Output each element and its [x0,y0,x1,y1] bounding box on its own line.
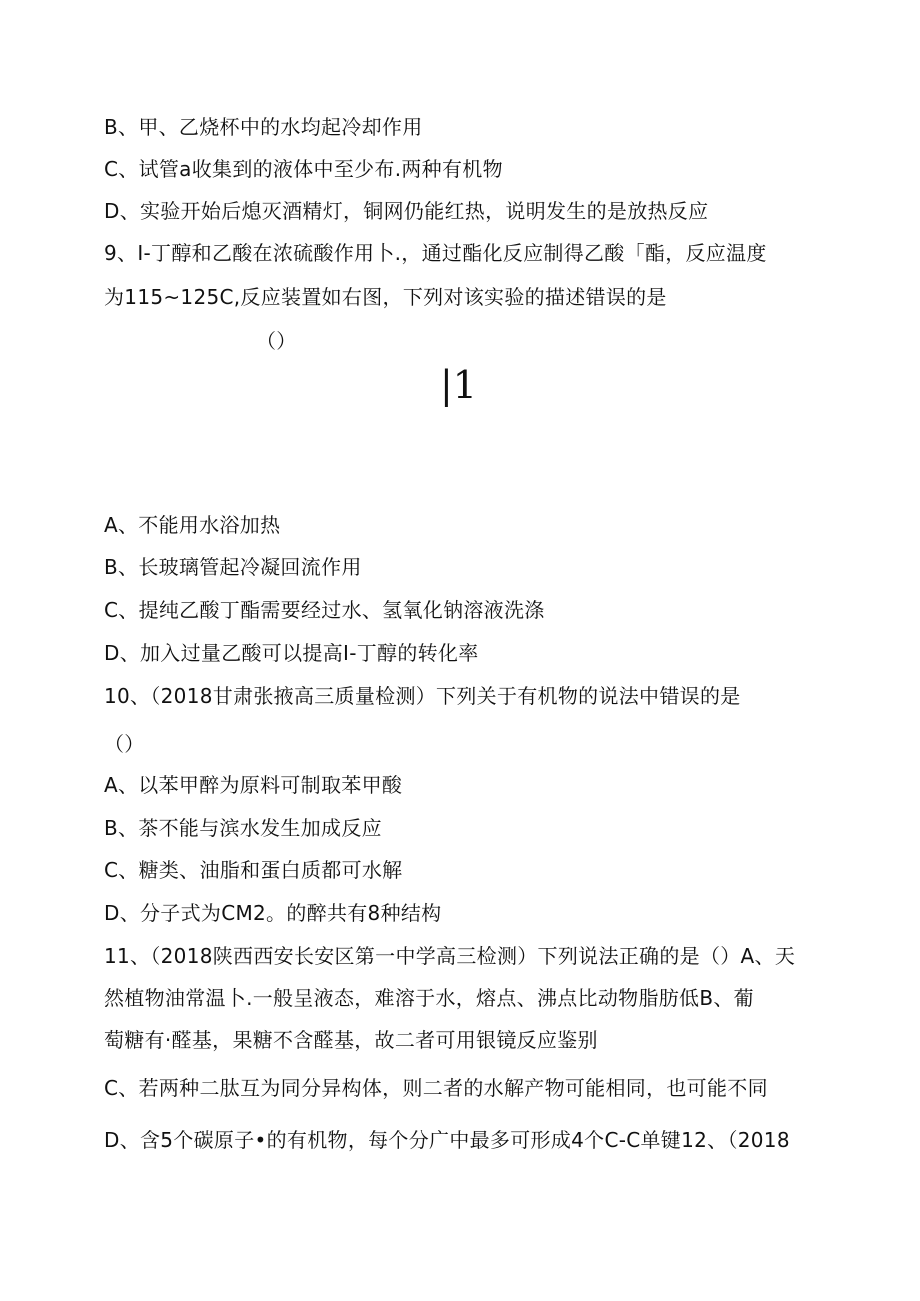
answer-blank-q10: （） [104,732,145,756]
option-c-q9: C、提纯乙酸丁酯需要经过水、氢氧化钠溶液洗涤 [104,598,545,622]
question-9-line-2: 为115~125C,反应装置如右图，下列对该实验的描述错误的是 [104,285,667,309]
question-11-line-2: 然植物油常温卜.一般呈液态，难溶于水，熔点、沸点比动物脂肪低B、葡 [104,986,754,1010]
apparatus-figure-placeholder: |1 [440,363,477,407]
option-d-q10: D、分子式为CM2。的醉共有8种结构 [104,901,442,925]
option-b-q10: B、茶不能与滨水发生加成反应 [104,816,382,840]
option-c-q11: C、若两种二肽互为同分异构体，则二者的水解产物可能相同，也可能不同 [104,1076,768,1100]
option-c-q10: C、糖类、油脂和蛋白质都可水解 [104,858,403,882]
answer-blank-q9: （） [256,329,297,353]
option-b-q8: B、甲、乙烧杯中的水均起冷却作用 [104,115,423,139]
option-b-q9: B、长玻璃管起冷凝回流作用 [104,555,362,579]
option-c-q8: C、试管a收集到的液体中至少布.两种有机物 [104,157,503,181]
question-11-line-3: 萄糖有·醛基，果糖不含醛基，故二者可用银镜反应鉴别 [104,1028,598,1052]
option-d-q11: D、含5个碳原子•的有机物，每个分广中最多可形成4个C-C单键12、（2018 [104,1128,790,1152]
option-d-q9: D、加入过量乙酸可以提高I-丁醇的转化率 [104,641,479,665]
question-11-line-1: 11、（2018陕西西安长安区第一中学高三检测）下列说法正确的是（）A、天 [104,944,796,968]
question-10: 10、（2018甘肃张掖高三质量检测）下列关于有机物的说法中错误的是 [104,684,741,708]
option-d-q8: D、实验开始后熄灭酒精灯，铜网仍能红热，说明发生的是放热反应 [104,199,709,223]
option-a-q9: A、不能用水浴加热 [104,513,281,537]
question-9-line-1: 9、I-丁醇和乙酸在浓硫酸作用卜.，通过酯化反应制得乙酸「酯，反应温度 [104,241,767,265]
option-a-q10: A、以苯甲醉为原料可制取苯甲酸 [104,773,403,797]
